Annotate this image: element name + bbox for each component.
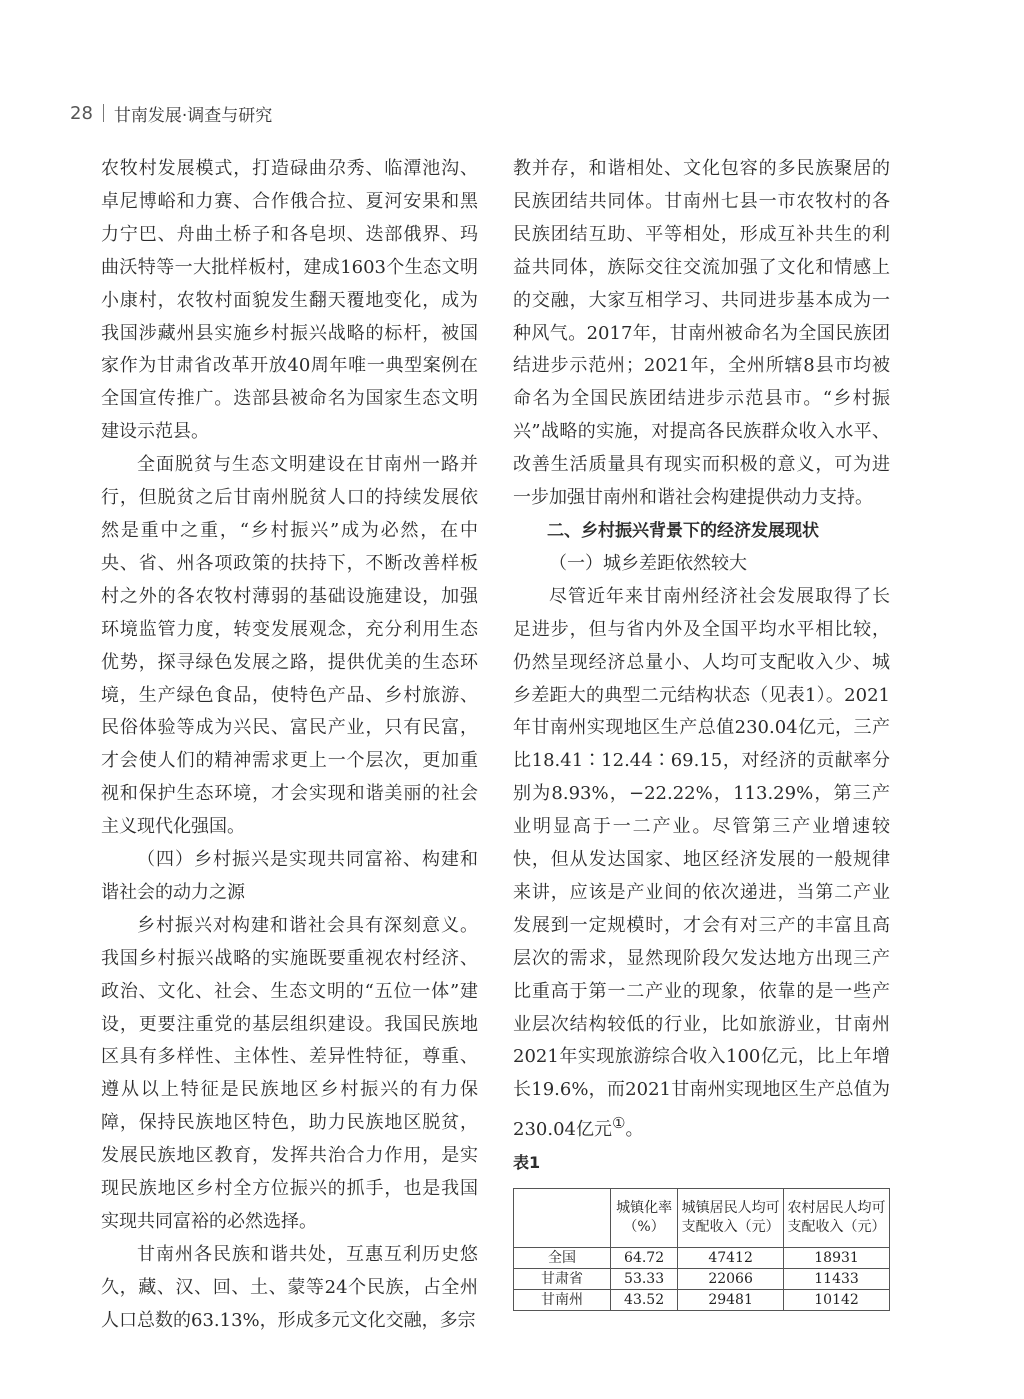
table-row <box>514 1248 890 1269</box>
table-cell: 全国 <box>514 1248 611 1269</box>
paragraph: 全面脱贫与生态文明建设在甘南州一路并行，但脱贫之后甘南州脱贫人口的持续发展依然是重中之重，“乡村振兴”成为必然，在中央、省、州各项政策的扶持下，不断改善样板村之外的各农牧村薄弱的基础设施建设，加强环境监管力度，转变发展观念，充分利用生态优势，探寻绿色发展之路，提供优美的生态环境，生产绿色食品，使特色产品、乡村旅游、民俗体验等成为兴民、富民产业，只有民富，才会使人们的精神需求更上一个层次，更加重视和保护生态环境，才会实现和谐美丽的社会主义现代化强国。 <box>101 454 478 838</box>
paragraph: 教并存，和谐相处、文化包容的多民族聚居的民族团结共同体。甘南州七县一市农牧村的各民族团结互助、平等相处，形成互补共生的利益共同体，族际交往交流加强了文化和情感上的交融，大家互相学习、共同进步基本成为一种风气。2017年，甘南州被命名为全国民族团结进步示范州；2021年，全州所辖8县市均被命名为全国民族团结进步示范县市。“乡村振兴”战略的实施，对提高各民族群众收入水平、改善生活质量具有现实而积极的意义，可为进一步加强甘南州和谐社会构建提供动力支持。 <box>513 158 890 509</box>
table-cell: 64.72 <box>611 1248 678 1269</box>
table-cell: 10142 <box>784 1290 890 1311</box>
table-cell: 18931 <box>784 1248 890 1269</box>
paragraph: 甘南州各民族和谐共处，互惠互利历史悠久，藏、汉、回、土、蒙等24个民族，占全州人口总数的63.13%，形成多元文化交融，多宗 <box>101 1243 478 1331</box>
table-cell: 43.52 <box>611 1290 678 1311</box>
table-cell: 甘南州 <box>514 1290 611 1311</box>
page-header <box>70 101 272 125</box>
left-column <box>101 153 478 1338</box>
table-header-cell: 城镇居民人均可支配收入（元） <box>678 1189 784 1248</box>
data-table <box>513 1188 890 1311</box>
table-cell: 11433 <box>784 1269 890 1290</box>
table-header-cell: 城镇化率（%） <box>611 1189 678 1248</box>
table-row <box>514 1269 890 1290</box>
table-cell: 29481 <box>678 1290 784 1311</box>
table-cell: 甘肃省 <box>514 1269 611 1290</box>
table-cell: 22066 <box>678 1269 784 1290</box>
table-row <box>514 1290 890 1311</box>
paragraph-text: 尽管近年来甘南州经济社会发展取得了长足进步，但与省内外及全国平均水平相比较，仍然呈现经济总量小、人均可支配收入少、城乡差距大的典型二元结构状态（见表1）。2021年甘南州实现地区生产总值230.04亿元，三产比18.41∶12.44∶69.15，对经济的贡献率分别为8.93%，−22.22%，113.29%，第三产业明显高于一二产业。尽管第三产业增速较快，但从发达国家、地区经济发展的一般规律来讲，应该是产业间的依次递进，当第二产业发展到一定规模时，才会有对三产的丰富且高层次的需求，显然现阶段欠发达地方出现三产比重高于第一二产业的现象，依靠的是一些产业层次结构较低的行业，比如旅游业，甘南州2021年实现旅游综合收入100亿元，比上年增长19.6%，而2021甘南州实现地区生产总值为230.04亿元 <box>513 585 890 1141</box>
section-heading: （四）乡村振兴是实现共同富裕、构建和谐社会的动力之源 <box>101 849 478 903</box>
table-header-cell: 农村居民人均可支配收入（元） <box>784 1189 890 1248</box>
section-heading: （一）城乡差距依然较大 <box>549 552 747 574</box>
table-caption: 表1 <box>513 1153 541 1173</box>
table-cell: 47412 <box>678 1248 784 1269</box>
table-header-cell <box>514 1189 611 1248</box>
paragraph <box>513 581 890 1147</box>
table-header-row <box>514 1189 890 1248</box>
chapter-heading: 二、乡村振兴背景下的经济发展现状 <box>547 520 819 541</box>
paragraph-end: 。 <box>625 1119 644 1141</box>
journal-title: 甘南发展·调查与研究 <box>113 105 273 126</box>
footnote-marker: ① <box>611 1114 626 1133</box>
header-divider <box>103 104 104 122</box>
table-cell: 53.33 <box>611 1269 678 1290</box>
paragraph: 乡村振兴对构建和谐社会具有深刻意义。我国乡村振兴战略的实施既要重视农村经济、政治、文化、社会、生态文明的“五位一体”建设，更要注重党的基层组织建设。我国民族地区具有多样性、主体性、差异性特征，尊重、遵从以上特征是民族地区乡村振兴的有力保障，保持民族地区特色，助力民族地区脱贫，发展民族地区教育，发挥共治合力作用，是实现民族地区乡村全方位振兴的抓手，也是我国实现共同富裕的必然选择。 <box>101 914 478 1232</box>
right-column <box>513 153 890 1311</box>
page-number: 28 <box>70 102 93 124</box>
paragraph: 农牧村发展模式，打造碌曲尕秀、临潭池沟、卓尼博峪和力赛、合作俄合拉、夏河安果和黑力宁巴、舟曲土桥子和各皂坝、迭部俄界、玛曲沃特等一大批样板村，建成1603个生态文明小康村，农牧村面貌发生翻天覆地变化，成为我国涉藏州县实施乡村振兴战略的标杆，被国家作为甘肃省改革开放40周年唯一典型案例在全国宣传推广。迭部县被命名为国家生态文明建设示范县。 <box>101 158 478 443</box>
